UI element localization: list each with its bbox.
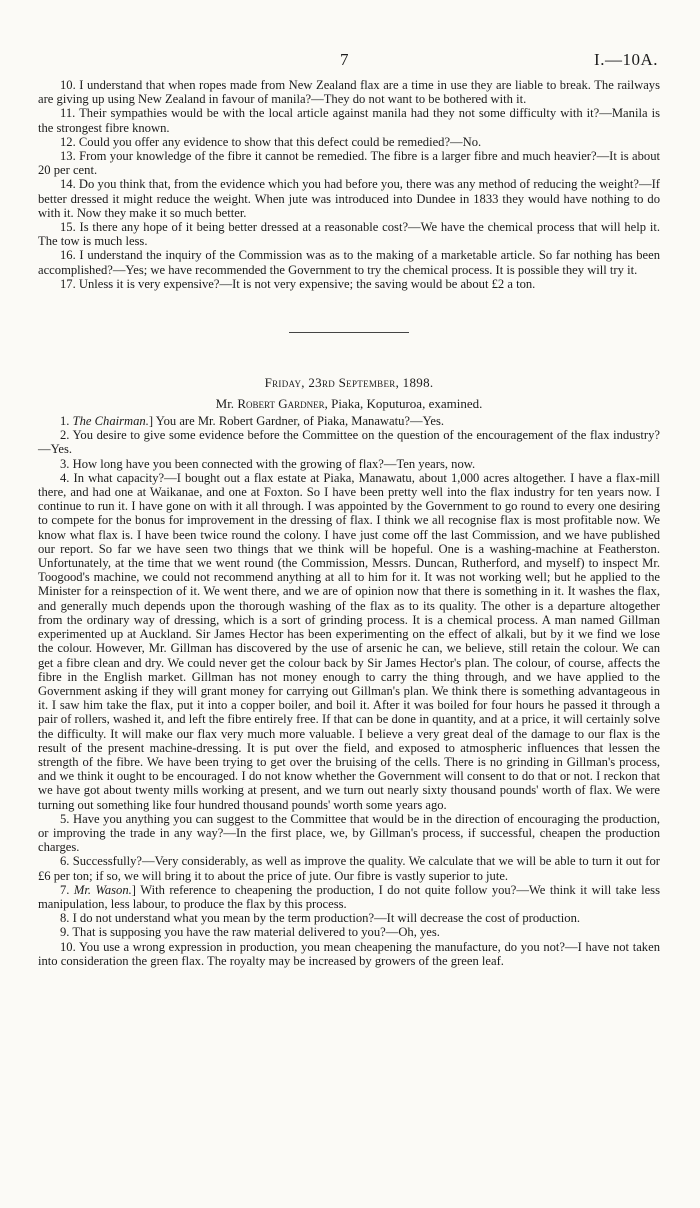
question-number: 1. <box>60 414 70 429</box>
witness-title: Mr. <box>215 396 235 412</box>
paragraph-q8: 8. I do not understand what you mean by the term production?—It will decrease the cost of production. <box>60 911 581 926</box>
paragraph-q6: 6. Successfully?—Very considerably, as well as improve the quality. We calculate that we will be able to turn it out for £6 per ton; if so, we will bring it to about the price of jute. Our fibre is vastly superior to jute. <box>38 854 660 883</box>
paragraph-q10b: 10. You use a wrong expression in production, you mean cheapening the manufacture, do you not?—I have not taken into consideration the green flax. The royalty may be increased by growers of the green leaf. <box>38 939 660 968</box>
paragraph-q15: 15. Is there any hope of it being better dressed at a reasonable cost?—We have the chemical process that will help it. The tow is much less. <box>38 220 660 249</box>
paragraph-q1 <box>38 414 660 428</box>
paragraph-q9: 9. That is supposing you have the raw material delivered to you?—Oh, yes. <box>60 925 440 940</box>
speaker-name: The Chairman. <box>72 414 149 429</box>
evidence-section-2 <box>38 414 660 968</box>
paragraph-q16: 16. I understand the inquiry of the Commission was as to the making of a marketable article. So far nothing has been accomplished?—Yes; we have recommended the Government to try the chemical process. It is possible they will try it. <box>38 248 660 277</box>
question-number: 7. <box>60 882 70 897</box>
witness-name: Robert Gardner <box>237 396 325 412</box>
paragraph-q2: 2. You desire to give some evidence before the Committee on the question of the encouragement of the flax industry?—Yes. <box>38 428 660 457</box>
witness-details: , Piaka, Koputuroa, examined. <box>324 396 483 412</box>
paragraph-q10: 10. I understand that when ropes made from New Zealand flax are a time in use they are liable to break. The railways are giving up using New Zealand in favour of manila?—They do not want to be bothered with it. <box>38 78 660 107</box>
evidence-section-1 <box>38 78 660 291</box>
page-reference: I.—10A. <box>594 50 658 69</box>
witness-heading <box>38 396 660 411</box>
page-number: 7 <box>340 50 349 69</box>
speaker-name: Mr. Wason. <box>73 882 132 897</box>
paragraph-q7 <box>38 883 660 911</box>
date-heading: Friday, 23rd September, 1898. <box>264 375 434 391</box>
section-divider <box>289 332 409 333</box>
question-text: ] With reference to cheapening the production, I do not quite follow you?—We think it will take less manipulation, less labour, to produce the flax by this process. <box>38 882 660 911</box>
paragraph-q11: 11. Their sympathies would be with the local article against manila had they not some difficulty with it?—Manila is the strongest fibre known. <box>38 106 660 135</box>
question-text: ] You are Mr. Robert Gardner, of Piaka, Manawatu?—Yes. <box>148 414 445 429</box>
paragraph-q4: 4. In what capacity?—I bought out a flax estate at Piaka, Manawatu, about 1,000 acres altogether. I have a flax-mill there, and had one at Waikanae, and one at Foxton. So I have been pretty well into the flax industry for ten years now. I continue to run it. I have gone on with it all through. I was appointed by the Government to go round to every one desiring to compete for the bonus for improvement in the dressing of flax. I think we all recognise flax is most profitable now. We know what flax is. I have been twice round the colony. I have just come off the last Commission, and we have published our report. So far we have seen two things that we think will be hopeful. One is a washing-machine at Featherston. Unfortunately, at the time that we went round (the Commission, Messrs. Duncan, Rutherford, and myself) to inspect Mr. Toogood's machine, we could not recommend anything at all to him for it. It was not working well; but he applied to the Minister for a reinspection of it. We went there, and we are of opinion now that there is something in it. It washes the flax, and generally much depends upon the thorough washing of the flax as to its quality. The other is a departure altogether from the ordinary way of dressing, which is a sort of grinding process. It is a chemical process. A man named Gillman experimented up at Auckland. Sir James Hector has been experimenting on the effect of alkali, but by it we find we lose the colour. However, Mr. Gillman has discovered by the use of arsenic he can, we believe, still retain the colour. We can get a fibre clean and dry. We could never get the colour back by Sir James Hector's plan. The colour, of course, affects the fibre in the English market. Gillman has not money enough to carry the thing through, and we have applied to the Government asking if they will grant money for carrying out Gillman's plan. We think there is something advantageous in it. I saw him take the flax, put it into a copper boiler, and boil it. After it was boiled for four hours he passed it through a pair of rollers, washed it, and left the fibre entirely free. If that can be done in quantity, and at a price, it will certainly solve the difficulty. It will make our flax very much more valuable. I believe a very great deal of the damage to our flax is the result of the present machine-dressing. It is put over the field, and exposed to atmospheric influences that lessen the strength of the fibre. We have been trying to get over the bruising of the cells. There is no grinding in Gillman's process, and we think it ought to be encouraged. I do not know whether the Government will consent to do that or not. I reckon that we have got about twenty mills working at present, and we turn out nearly sixty thousand pounds' worth of flax. We were turning out something like four hundred thousand pounds' worth some years ago. <box>38 470 660 812</box>
paragraph-q13: 13. From your knowledge of the fibre it cannot be remedied. The fibre is a larger fibre and much heavier?—It is about 20 per cent. <box>38 149 660 178</box>
paragraph-q5: 5. Have you anything you can suggest to the Committee that would be in the direction of encouraging the production, or improving the trade in any way?—In the first place, we, by Gillman's process, if successful, cheapen the production charges. <box>38 811 660 855</box>
paragraph-q17: 17. Unless it is very expensive?—It is not very expensive; the saving would be about £2 a ton. <box>60 276 536 291</box>
page-header <box>0 50 700 70</box>
paragraph-q14: 14. Do you think that, from the evidence which you had before you, there was any method of reducing the weight?—If better dressed it might reduce the weight. When jute was introduced into Dundee in 1833 they would have nothing to do with it. Now they make it so much better. <box>38 177 660 220</box>
paragraph-q12: 12. Could you offer any evidence to show that this defect could be remedied?—No. <box>60 134 482 149</box>
paragraph-q3: 3. How long have you been connected with the growing of flax?—Ten years, now. <box>60 456 476 471</box>
document-body <box>38 78 660 968</box>
